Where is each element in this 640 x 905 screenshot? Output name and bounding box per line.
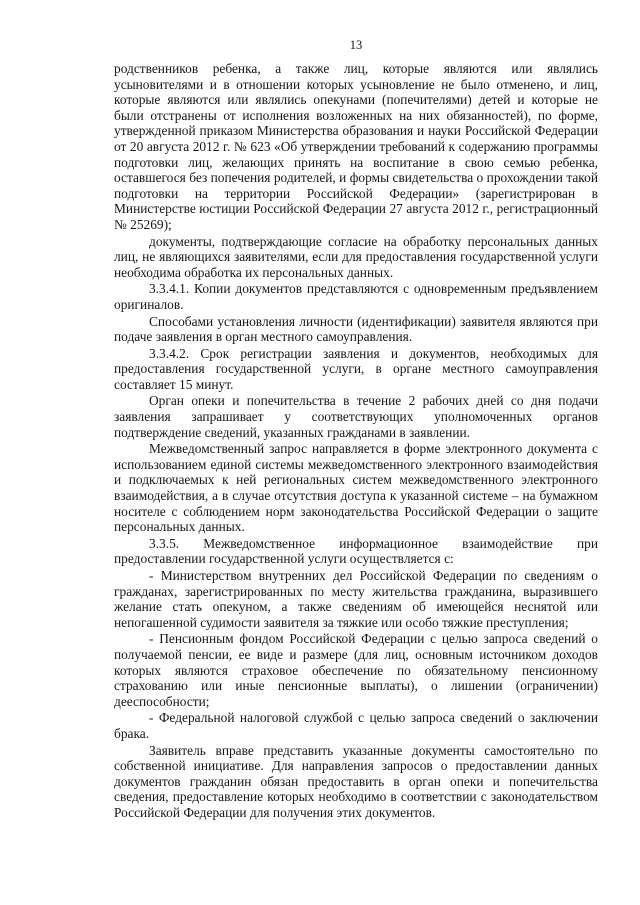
paragraph: - Федеральной налоговой службой с целью запроса сведений о заключении брака. [114, 710, 598, 741]
paragraph: - Министерством внутренних дел Российской Федерации по сведениям о гражданах, зарегистрированных по месту жительства гражданина, выразившего желание стать опекуном, а также сведениям об имеющейся неснятой или непогашенной судимости заявителя за тяжкие или особо тяжкие преступления; [114, 568, 598, 630]
paragraph: 3.3.4.2. Срок регистрации заявления и документов, необходимых для предоставления государственной услуги, в органе местного самоуправления составляет 15 минут. [114, 345, 598, 392]
paragraph: - Пенсионным фондом Российской Федерации с целью запроса сведений о получаемой пенсии, ее виде и размере (для лиц, основным источником доходов которых являются страховое обеспечение по обязательному пенсионному страхованию или иные пенсионные выплаты), о лишении (ограничении) дееспособности; [114, 631, 598, 709]
paragraph: 3.3.4.1. Копии документов представляются с одновременным предъявлением оригиналов. [114, 281, 598, 312]
paragraph: Заявитель вправе представить указанные документы самостоятельно по собственной инициативе. Для направления запросов о предоставлении данных документов гражданин обязан предоставить в орган опеки и попечительства сведения, предоставление которых необходимо в соответствии с законодательством Российской Федерации для получения этих документов. [114, 742, 598, 820]
paragraph: 3.3.5. Межведомственное информационное взаимодействие при предоставлении государственной услуги осуществляется с: [114, 535, 598, 567]
page-number: 13 [349, 38, 363, 52]
paragraph: Межведомственный запрос направляется в форме электронного документа с использованием единой системы межведомственного электронного взаимодействия и подключаемых к ней региональных систем межведомственного электронного взаимодействия, а в случае отсутствия доступа к указанной системе – на бумажном носителе с соблюдением норм законодательства Российской Федерации о защите персональных данных. [114, 441, 598, 535]
paragraph: документы, подтверждающие согласие на обработку персональных данных лиц, не являющихся заявителями, если для предоставления государственной услуги необходима обработка их персональных данных. [114, 233, 598, 280]
paragraph: Орган опеки и попечительства в течение 2 рабочих дней со дня подачи заявления запрашивает у соответствующих уполномоченных органов подтверждение сведений, указанных гражданами в заявлении. [114, 393, 598, 440]
paragraph: Способами установления личности (идентификации) заявителя являются при подаче заявления в орган местного самоуправления. [114, 313, 598, 345]
document-body [114, 61, 598, 821]
paragraph: родственников ребенка, а также лиц, которые являются или являлись усыновителями и в отношении которых усыновление не было отменено, и лиц, которые являются или являлись опекунами (попечителями) детей и которые не были отстранены от исполнения возложенных на них обязанностей), по форме, утвержденной приказом Министерства образования и науки Российской Федерации от 20 августа 2012 г. № 623 «Об утверждении требований к содержанию программы подготовки лиц, желающих принять на воспитание в свою семью ребенка, оставшегося без попечения родителей, и формы свидетельства о прохождении такой подготовки на территории Российской Федерации» (зарегистрирован в Министерстве юстиции Российской Федерации 27 августа 2012 г., регистрационный № 25269); [114, 61, 598, 232]
